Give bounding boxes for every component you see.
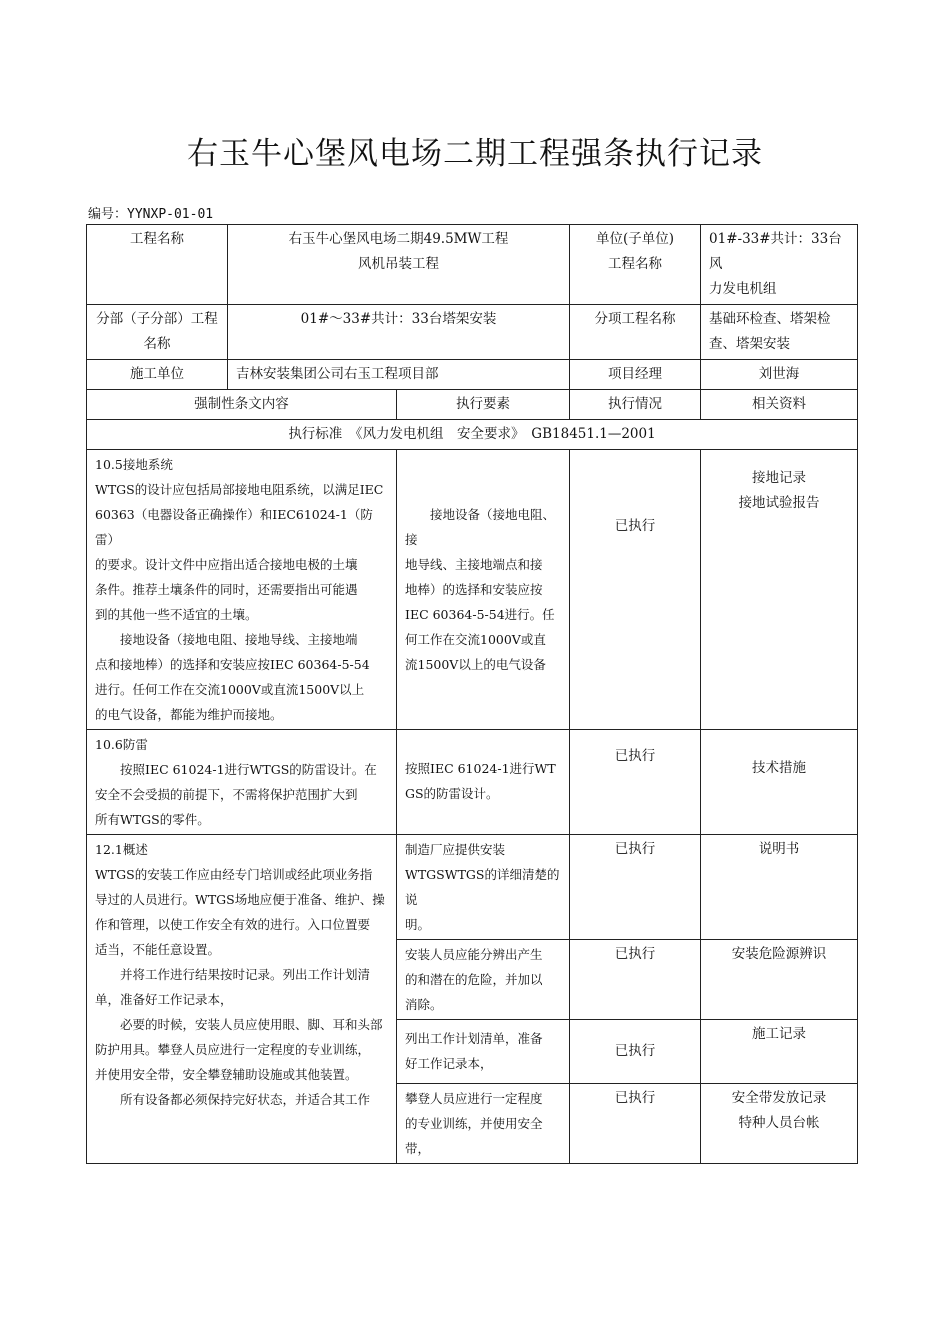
clause-12-1-content: 12.1概述 WTGS的安装工作应由经专门培训或经此项业务指 导过的人员进行。WTGS场地应便于准备、维护、操 作和管理，以使工作安全有效的进行。入口位置要 适当，不能任意设置。 并将工作进行结果按时记录。列出工作计划清 单，准备好工作记录本， 必要的时候，安装人员应使用眼、脚、耳和头部 防护用具。攀登人员应进行一定程度的专业训练， 并使用安全带，安全攀登辅助设施或其他装置。 所有设备都必须保持完好状态，并适合其工作 <box>87 835 397 1164</box>
subdivision-value: 01#～33#共计：33台塔架安装 <box>228 305 570 360</box>
page-title: 右玉牛心堡风电场二期工程强条执行记录 <box>187 136 763 172</box>
clause-12-1-docs-4: 安全带发放记录 特种人员台帐 <box>701 1084 858 1164</box>
clause-10-5-status: 已执行 <box>570 450 701 730</box>
project-manager-label: 项目经理 <box>570 360 701 390</box>
standard-row: 执行标准 《风力发电机组 安全要求》 GB18451.1—2001 <box>87 420 858 450</box>
clause-10-5-content: 10.5接地系统 WTGS的设计应包括局部接地电阻系统，以满足IEC 60363（电器设备正确操作）和IEC61024-1（防雷） 的要求。设计文件中应指出适合接地电极的土壤 条件。推荐土壤条件的同时，还需要指出可能遇 到的其他一些不适宜的土壤。 接地设备（接地电阻、接地导线、主接地端 点和接地棒）的选择和安装应按IEC 60364-5-54 进行。任何工作在交流1000V或直流1500V以上 的电气设备，都能为维护而接地。 <box>87 450 397 730</box>
clause-10-6-docs: 技术措施 <box>701 730 858 835</box>
unit-label: 单位(子单位) 工程名称 <box>570 225 701 305</box>
clause-10-5-key: 接地设备（接地电阻、接 地导线、主接地端点和接 地棒）的选择和安装应按 IEC 60364-5-54进行。任 何工作在交流1000V或直 流1500V以上的电气设备 <box>397 450 570 730</box>
clause-12-1-docs-1: 说明书 <box>701 835 858 940</box>
contractor-value: 吉林安装集团公司右玉工程项目部 <box>228 360 570 390</box>
clause-12-1-key-2: 安装人员应能分辨出产生 的和潜在的危险，并加以 消除。 <box>397 940 570 1020</box>
clause-12-1-docs-2: 安装危险源辨识 <box>701 940 858 1020</box>
project-manager-value: 刘世海 <box>701 360 858 390</box>
clause-12-1-key-3: 列出工作计划清单，准备 好工作记录本， <box>397 1020 570 1084</box>
clause-10-6-content: 10.6防雷 按照IEC 61024-1进行WTGS的防雷设计。在 安全不会受损的前提下，不需将保护范围扩大到 所有WTGS的零件。 <box>87 730 397 835</box>
column-header-content: 强制性条文内容 <box>87 390 397 420</box>
clause-12-1-status-4: 已执行 <box>570 1084 701 1164</box>
clause-heading: 10.5接地系统 <box>95 457 173 472</box>
column-header-docs: 相关资料 <box>701 390 858 420</box>
project-name-value: 右玉牛心堡风电场二期49.5MW工程 风机吊装工程 <box>228 225 570 305</box>
clause-12-1-key-1: 制造厂应提供安装 WTGSWTGS的详细清楚的说 明。 <box>397 835 570 940</box>
clause-10-5-docs: 接地记录 接地试验报告 <box>701 450 858 730</box>
clause-12-1-status-2: 已执行 <box>570 940 701 1020</box>
column-header-status: 执行情况 <box>570 390 701 420</box>
clause-12-1-key-4: 攀登人员应进行一定程度 的专业训练，并使用安全 带， <box>397 1084 570 1164</box>
doc-no-value: YYNXP-01-01 <box>127 207 214 222</box>
project-name-label: 工程名称 <box>87 225 228 305</box>
clause-12-1-status-3: 已执行 <box>570 1020 701 1084</box>
execution-record-table <box>86 224 858 1164</box>
clause-heading: 12.1概述 <box>95 842 148 857</box>
document-number <box>88 203 213 222</box>
doc-no-label: 编号： <box>88 207 128 222</box>
clause-heading: 10.6防雷 <box>95 737 148 752</box>
clause-10-6-key: 按照IEC 61024-1进行WT GS的防雷设计。 <box>397 730 570 835</box>
contractor-label: 施工单位 <box>87 360 228 390</box>
clause-10-6-status: 已执行 <box>570 730 701 835</box>
column-header-key: 执行要素 <box>397 390 570 420</box>
sub-item-label: 分项工程名称 <box>570 305 701 360</box>
subdivision-label: 分部（子分部）工程 名称 <box>87 305 228 360</box>
unit-value: 01#-33#共计：33台风 力发电机组 <box>701 225 858 305</box>
clause-12-1-status-1: 已执行 <box>570 835 701 940</box>
clause-12-1-docs-3: 施工记录 <box>701 1020 858 1084</box>
sub-item-value: 基础环检查、塔架检 查、塔架安装 <box>701 305 858 360</box>
